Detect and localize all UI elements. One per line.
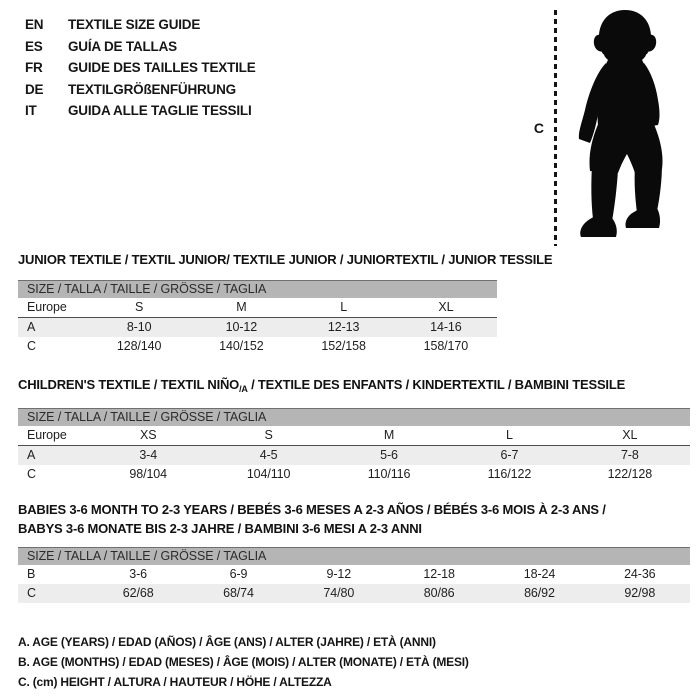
children-title-post: / TEXTILE DES ENFANTS / KINDERTEXTIL / BAMBINI TESSILE — [247, 377, 626, 392]
babies-table-title — [18, 500, 690, 538]
language-code: ES — [25, 38, 43, 54]
table-cell: L — [340, 300, 348, 314]
row-label: C — [27, 586, 36, 600]
language-row-it — [25, 100, 256, 122]
table-cell: XL — [622, 428, 638, 442]
table-cell: 122/128 — [607, 467, 653, 481]
size-header-band: SIZE / TALLA / TAILLE / GRÖSSE / TAGLIA — [18, 547, 690, 565]
table-cell: 62/68 — [122, 586, 154, 600]
language-code: FR — [25, 60, 43, 75]
table-cell: 12-13 — [327, 320, 360, 334]
table-cell: 86/92 — [524, 586, 555, 600]
babies-size-table — [18, 547, 690, 603]
row-label: C — [27, 339, 36, 353]
table-cell: 10-12 — [225, 320, 258, 334]
row-label: Europe — [27, 428, 67, 442]
junior-size-table — [18, 280, 497, 356]
table-cell: XS — [139, 428, 157, 442]
size-header-band: SIZE / TALLA / TAILLE / GRÖSSE / TAGLIA — [18, 280, 497, 298]
table-cell: S — [135, 300, 144, 314]
table-cell: 24-36 — [624, 567, 656, 581]
table-cell: 18-24 — [523, 567, 556, 581]
table-cell: 8-10 — [126, 320, 152, 334]
table-cell: 68/74 — [223, 586, 254, 600]
size-header-band: SIZE / TALLA / TAILLE / GRÖSSE / TAGLIA — [18, 408, 690, 426]
language-title: GUIDA ALLE TAGLIE TESSILI — [68, 103, 252, 118]
table-cell: L — [505, 428, 513, 442]
footnote-age-months: B. AGE (MONTHS) / EDAD (MESES) / ÂGE (MOIS) / ALTER (MONATE) / ETÀ (MESI) — [18, 655, 469, 669]
language-title: TEXTILE SIZE GUIDE — [68, 17, 201, 32]
table-cell: 104/110 — [246, 467, 291, 481]
height-measure-label: C — [533, 120, 544, 136]
table-cell: 98/104 — [129, 467, 168, 481]
table-row-months — [18, 565, 690, 584]
table-cell: 7-8 — [620, 448, 639, 462]
footnote-height-cm: C. (cm) HEIGHT / ALTURA / HAUTEUR / HÖHE / ALTEZZA — [18, 675, 332, 689]
table-cell: 6-7 — [500, 448, 519, 462]
table-cell: 5-6 — [380, 448, 398, 462]
language-row-en — [25, 14, 256, 36]
language-title: GUÍA DE TALLAS — [68, 38, 177, 54]
footnote-age-years: A. AGE (YEARS) / EDAD (AÑOS) / ÂGE (ANS) / ALTER (JAHRE) / ETÀ (ANNI) — [18, 635, 436, 649]
table-cell: 4-5 — [259, 448, 278, 462]
language-row-fr — [25, 57, 256, 79]
table-cell: M — [383, 428, 395, 442]
language-row-de — [25, 79, 256, 101]
table-row-height — [18, 337, 497, 356]
footnote-legend — [18, 632, 690, 692]
height-measure-dashed-line — [554, 10, 557, 246]
table-cell: M — [236, 300, 247, 314]
table-cell: 14-16 — [430, 320, 462, 334]
row-label: B — [27, 567, 36, 581]
table-cell: S — [264, 428, 273, 442]
children-table-title — [18, 377, 690, 397]
size-guide-content — [18, 252, 690, 692]
language-code: DE — [25, 81, 44, 97]
language-title-block — [25, 14, 256, 122]
table-row-height — [18, 584, 690, 603]
table-row-age — [18, 446, 690, 465]
children-size-table — [18, 408, 690, 484]
table-cell: XL — [438, 300, 454, 314]
table-cell: 9-12 — [326, 567, 352, 581]
language-title: TEXTILGRÖßENFÜHRUNG — [68, 81, 236, 97]
table-cell: 92/98 — [624, 586, 656, 600]
row-label: A — [27, 320, 36, 334]
children-title-sub: /A — [239, 384, 248, 394]
junior-table-title: JUNIOR TEXTILE / TEXTIL JUNIOR/ TEXTILE JUNIOR / JUNIORTEXTIL / JUNIOR TESSILE — [18, 252, 553, 267]
table-cell: 140/152 — [219, 339, 264, 353]
table-row-age — [18, 318, 497, 337]
children-title-pre: CHILDREN'S TEXTILE / TEXTIL NIÑO — [18, 377, 240, 392]
row-label: Europe — [27, 300, 67, 314]
babies-title-line2: BABYS 3-6 MONATE BIS 2-3 JAHRE / BAMBINI 3-6 MESI A 2-3 ANNI — [18, 521, 422, 536]
table-cell: 6-9 — [229, 567, 248, 581]
table-cell: 80/86 — [423, 586, 455, 600]
toddler-silhouette-icon — [565, 8, 697, 246]
language-row-es — [25, 36, 256, 58]
language-code: IT — [25, 103, 37, 118]
table-cell: 110/116 — [367, 467, 411, 481]
table-cell: 158/170 — [423, 339, 469, 353]
table-row-europe — [18, 298, 497, 318]
table-cell: 3-4 — [139, 448, 158, 462]
language-code: EN — [25, 17, 44, 32]
table-row-height — [18, 465, 690, 484]
babies-title-line1: BABIES 3-6 MONTH TO 2-3 YEARS / BEBÉS 3-6 MESES A 2-3 AÑOS / BÉBÉS 3-6 MOIS À 2-3 ANS / — [18, 502, 606, 517]
table-cell: 152/158 — [321, 339, 366, 353]
language-title: GUIDE DES TAILLES TEXTILE — [68, 60, 256, 75]
row-label: A — [27, 448, 36, 462]
row-label: C — [27, 467, 36, 481]
table-cell: 128/140 — [116, 339, 162, 353]
table-row-europe — [18, 426, 690, 446]
table-cell: 116/122 — [487, 467, 532, 481]
table-cell: 12-18 — [423, 567, 455, 581]
table-cell: 3-6 — [129, 567, 148, 581]
table-cell: 74/80 — [323, 586, 355, 600]
